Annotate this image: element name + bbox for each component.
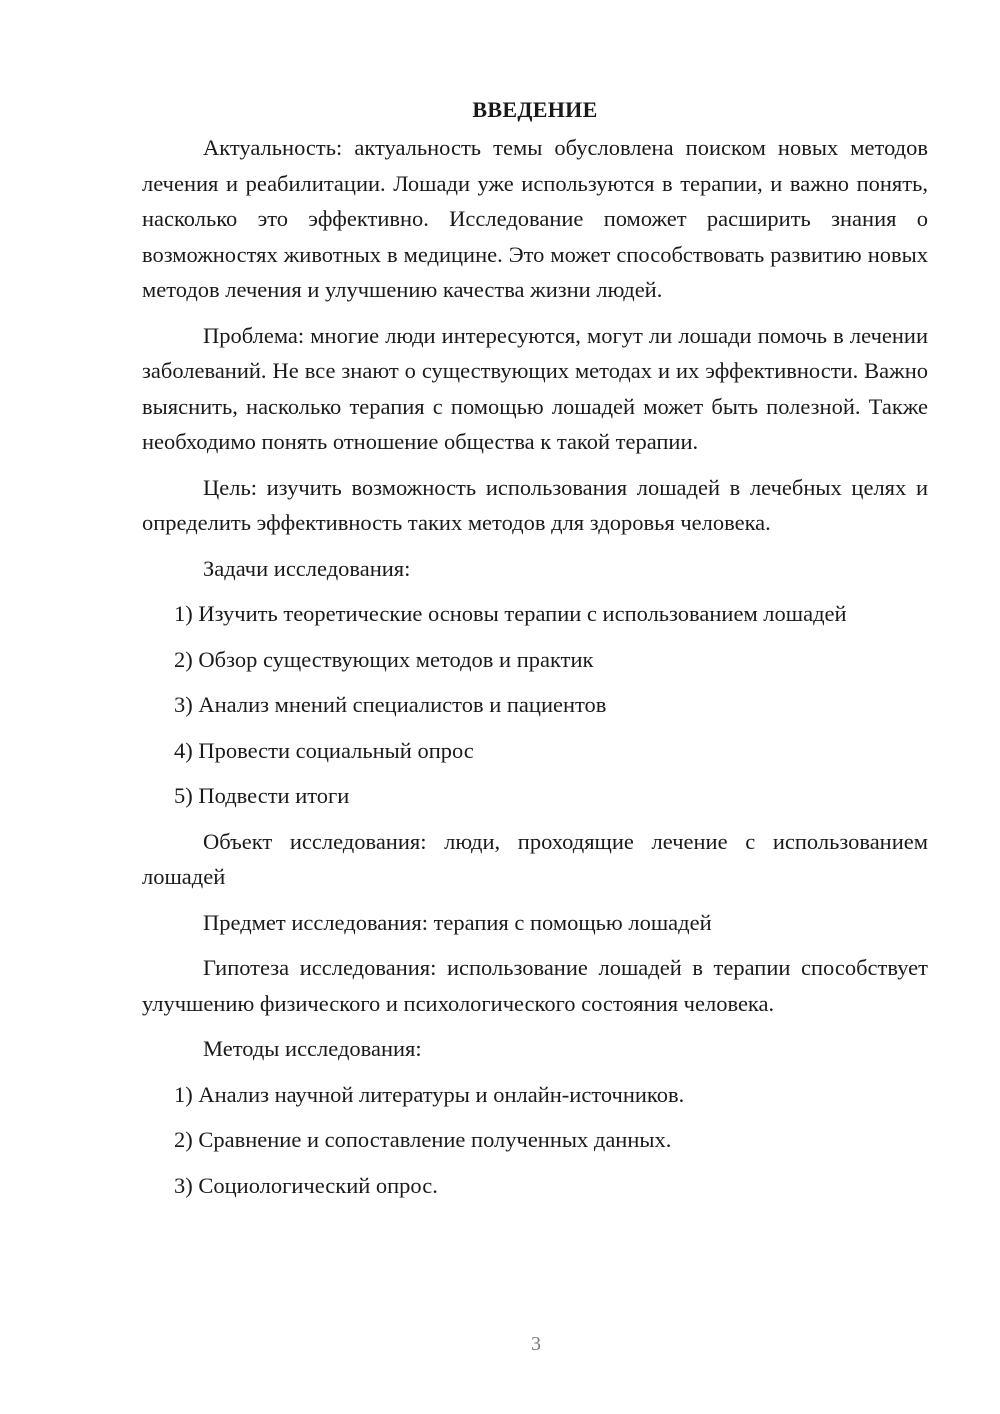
- list-item: 4) Провести социальный опрос: [174, 737, 474, 763]
- list-item: 3) Социологический опрос.: [174, 1172, 438, 1198]
- list-item: 3) Анализ мнений специалистов и пациентов: [174, 692, 607, 717]
- list-item: 1) Изучить теоретические основы терапии с использованием лошадей: [174, 601, 847, 626]
- methods-list: [142, 1077, 928, 1204]
- list-item: 5) Подвести итоги: [174, 783, 350, 808]
- object-paragraph: Объект исследования: люди, проходящие лечение с использованием лошадей: [142, 828, 928, 889]
- tasks-heading: Задачи исследования:: [203, 555, 411, 581]
- list-item: 2) Обзор существующих методов и практик: [174, 646, 594, 672]
- goal-paragraph: Цель: изучить возможность использования лошадей в лечебных целях и определить эффективность таких методов для здоровья человека.: [142, 474, 928, 535]
- page-content: [142, 92, 928, 1213]
- tasks-list: [142, 596, 928, 814]
- methods-heading: Методы исследования:: [203, 1036, 422, 1061]
- relevance-paragraph: Актуальность: актуальность темы обусловлена поиском новых методов лечения и реабилитации. Лошади уже используются в терапии, и важно понять, насколько это эффективно. Исследование поможет расширить знания о возможностях животных в медицине. Это может способствовать развитию новых методов лечения и улучшению качества жизни людей.: [142, 135, 928, 302]
- subject-paragraph: Предмет исследования: терапия с помощью лошадей: [203, 909, 712, 935]
- page-title: ВВЕДЕНИЕ: [472, 97, 598, 122]
- list-item: 2) Сравнение и сопоставление полученных данных.: [174, 1127, 672, 1152]
- list-item: 1) Анализ научной литературы и онлайн-источников.: [174, 1081, 685, 1107]
- page-number: 3: [531, 1333, 541, 1355]
- hypothesis-paragraph: Гипотеза исследования: использование лошадей в терапии способствует улучшению физического и психологического состояния человека.: [142, 955, 928, 1016]
- problem-paragraph: Проблема: многие люди интересуются, могут ли лошади помочь в лечении заболеваний. Не все знают о существующих методах и их эффективности. Важно выяснить, насколько терапия с помощью лошадей может быть полезной. Также необходимо понять отношение общества к такой терапии.: [142, 322, 928, 454]
